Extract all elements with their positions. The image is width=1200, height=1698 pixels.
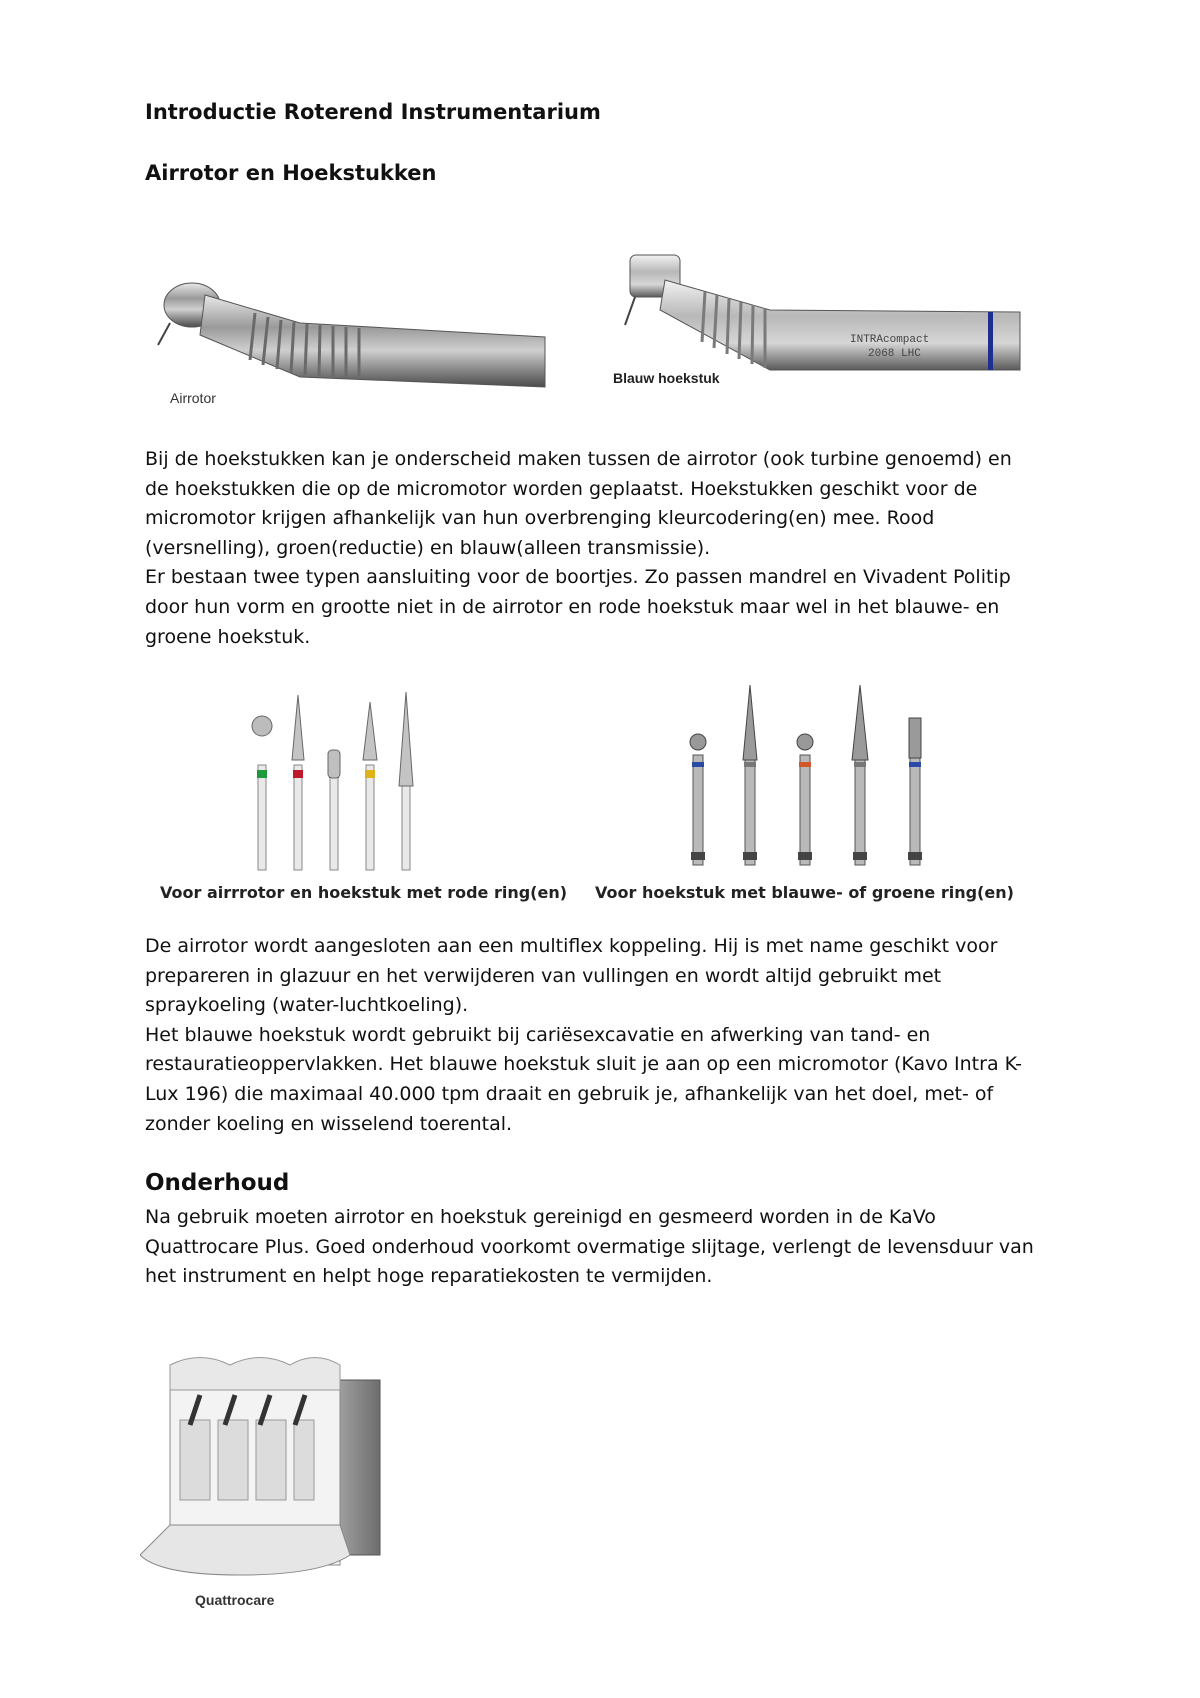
engraving-line2: 2068 LHC (868, 348, 921, 360)
bur-shank (693, 755, 703, 865)
bur-head (690, 734, 706, 750)
usage-line: zonder koeling en wisselend toerental. (145, 1112, 513, 1135)
burs-fg-caption: Voor airrrotor en hoekstuk met rode ring(en) (160, 883, 568, 902)
usage-line: prepareren in glazuur en het verwijderen van vullingen en wordt altijd gebruikt met (145, 964, 942, 987)
onderhoud-paragraph (145, 1203, 1085, 1292)
usage-line: spraykoeling (water-luchtkoeling). (145, 994, 469, 1017)
hoekstuk-label: Blauw hoekstuk (613, 370, 720, 386)
bur-shank (258, 765, 266, 870)
bur-latch (908, 852, 922, 860)
usage-line: Lux 196) die maximaal 40.000 tpm draait en gebruik je, afhankelijk van het doel, met- of (145, 1082, 994, 1105)
bur-ring (744, 762, 756, 767)
bur-ra-3 (797, 734, 813, 865)
bur-ra-1 (690, 734, 706, 865)
bur-latch (691, 852, 705, 860)
bur-fg-1 (252, 716, 272, 870)
intro-line: micromotor krijgen afhankelijk van hun overbrenging kleurcodering(en) mee. Rood (145, 507, 935, 530)
bur-fg-3 (328, 750, 340, 870)
bur-ra-4 (852, 685, 868, 865)
bur-fg-4 (363, 702, 377, 870)
bur-fg-2 (292, 695, 304, 870)
bur-ring (293, 770, 303, 778)
bur-head (797, 734, 813, 750)
bur-ring (365, 770, 375, 778)
bur-shank (910, 755, 920, 865)
engraving-line1: INTRAcompact (850, 334, 930, 346)
bur-ring (909, 762, 921, 767)
bur-latch (798, 852, 812, 860)
airrotor-image (150, 265, 550, 410)
bur-head (909, 718, 921, 758)
intro-line: Er bestaan twee typen aansluiting voor de boortjes. Zo passen mandrel en Vivadent Politip (145, 566, 1011, 589)
usage-line: De airrotor wordt aangesloten aan een multiflex koppeling. Hij is met name geschikt voor (145, 935, 998, 957)
onderhoud-line: Quattrocare Plus. Goed onderhoud voorkomt overmatige slijtage, verlengt de levensduur van (145, 1235, 1034, 1258)
bur-head (328, 750, 340, 778)
bur-head (292, 695, 304, 760)
bur-ring (799, 762, 811, 767)
usage-line: restauratieoppervlakken. Het blauwe hoekstuk sluit je aan op een micromotor (Kavo Intra K- (145, 1053, 1022, 1076)
bur-head (363, 702, 377, 760)
bur-head (852, 685, 868, 760)
bur-latch (743, 852, 757, 860)
intro-line: groene hoekstuk. (145, 625, 311, 648)
bur-fg-5 (399, 692, 413, 870)
bur-shank (855, 755, 865, 865)
bur-head (743, 685, 757, 760)
bur-head (399, 692, 413, 786)
usage-line: Het blauwe hoekstuk wordt gebruikt bij cariësexcavatie en afwerking van tand- en (145, 1023, 931, 1046)
intro-line: (versnelling), groen(reductie) en blauw(alleen transmissie). (145, 536, 711, 559)
bur-ra-2 (743, 685, 757, 865)
intro-line: door hun vorm en grootte niet in de airrotor en rode hoekstuk maar wel in het blauwe- en (145, 595, 1000, 618)
airrotor-label: Airrotor (170, 390, 216, 406)
bur-shank (366, 765, 374, 870)
blue-contra-angle-image (610, 250, 1030, 400)
intro-line: de hoekstukken die op de micromotor worden geplaatst. Hoekstukken geschikt voor de (145, 477, 978, 500)
bur-shank (745, 755, 755, 865)
bur-shank (294, 765, 302, 870)
intro-paragraph (145, 445, 1085, 652)
bur-head (252, 716, 272, 736)
bur-ring (692, 762, 704, 767)
onderhoud-line: Na gebruik moeten airrotor en hoekstuk gereinigd en gesmeerd worden in de KaVo (145, 1206, 936, 1228)
burs-ra-caption: Voor hoekstuk met blauwe- of groene ring(en) (595, 883, 1014, 902)
quattrocare-image (140, 1350, 390, 1610)
onderhoud-line: het instrument en helpt hoge reparatiekosten te vermijden. (145, 1265, 713, 1288)
intro-line: Bij de hoekstukken kan je onderscheid maken tussen de airrotor (ook turbine genoemd) en (145, 448, 1012, 470)
document-title: Introductie Roterend Instrumentarium (145, 100, 601, 124)
bur-latch (853, 852, 867, 860)
section-title: Airrotor en Hoekstukken (145, 161, 437, 185)
bur-shank (330, 765, 338, 870)
bur-shank (800, 755, 810, 865)
bur-ring (854, 762, 866, 767)
burs-ra-image (670, 680, 950, 870)
usage-paragraph (145, 932, 1085, 1139)
bur-ring (257, 770, 267, 778)
onderhoud-heading: Onderhoud (145, 1170, 290, 1196)
burs-fg-image (240, 690, 440, 875)
quattrocare-label: Quattrocare (195, 1592, 275, 1608)
bur-ra-5 (908, 718, 922, 865)
